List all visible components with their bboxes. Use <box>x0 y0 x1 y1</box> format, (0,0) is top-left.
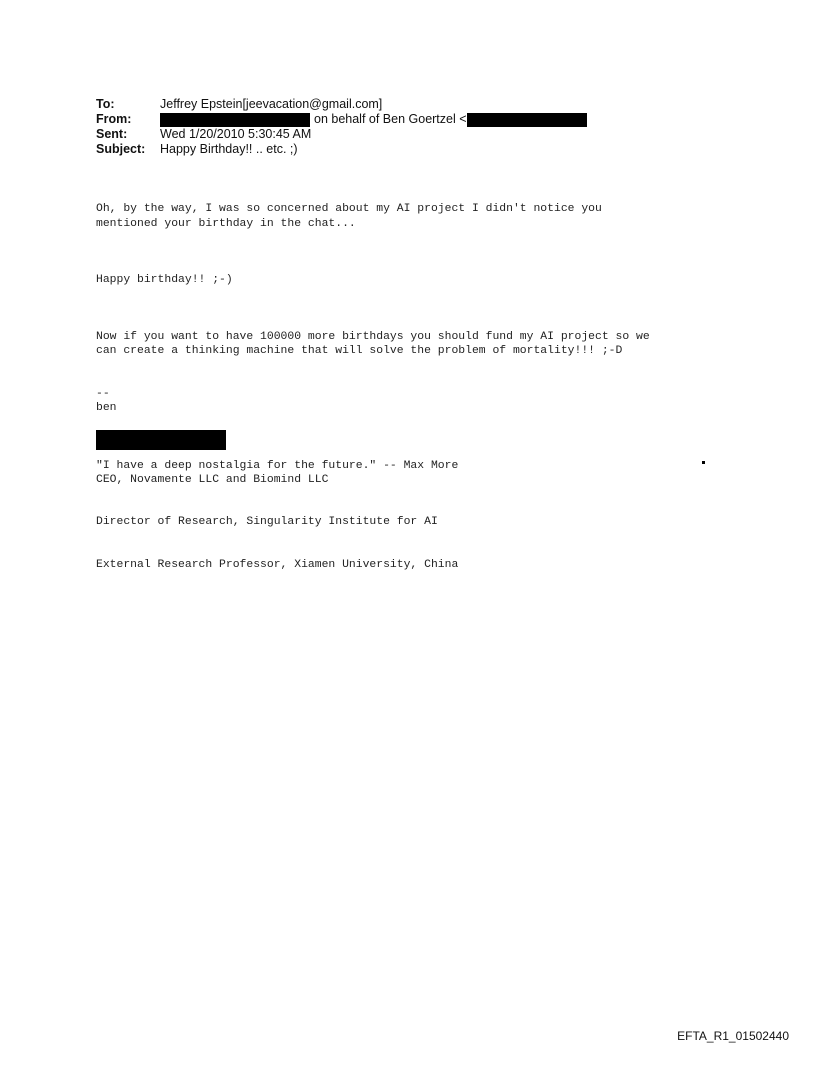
from-value: on behalf of Ben Goertzel < <box>314 112 467 126</box>
signature-line: Director of Research, Singularity Institute for AI <box>96 516 438 529</box>
document-id: EFTA_R1_01502440 <box>677 1029 789 1043</box>
subject-row <box>96 142 587 157</box>
redaction-block <box>96 430 226 450</box>
to-label: To: <box>96 97 115 111</box>
signature-line: External Research Professor, Xiamen University, China <box>96 558 459 571</box>
sent-value: Wed 1/20/2010 5:30:45 AM <box>160 127 312 141</box>
signature-quote: "I have a deep nostalgia for the future." -- Max More <box>96 460 459 472</box>
email-header <box>96 97 587 157</box>
signature-line: CEO, Novamente LLC and Biomind LLC <box>96 473 329 486</box>
redaction-block <box>467 113 587 127</box>
subject-label: Subject: <box>96 142 146 156</box>
body-paragraph: ben <box>96 401 117 414</box>
signature-separator: -- <box>96 388 110 401</box>
to-row <box>96 97 587 112</box>
sent-label: Sent: <box>96 127 128 141</box>
body-paragraph: Now if you want to have 100000 more birthdays you should fund my AI project so we can create a thinking machine that will solve the problem of mortality!!! ;-D <box>96 330 650 358</box>
from-row <box>96 112 587 127</box>
redaction-block <box>160 113 310 127</box>
to-value: Jeffrey Epstein[jeevacation@gmail.com] <box>160 97 383 111</box>
from-label: From: <box>96 112 132 126</box>
stray-mark <box>702 461 705 464</box>
sent-row <box>96 127 587 142</box>
body-paragraph: Oh, by the way, I was so concerned about my AI project I didn't notice you mentioned your birthday in the chat... <box>96 203 602 230</box>
body-paragraph: Happy birthday!! ;-) <box>96 274 233 287</box>
subject-value: Happy Birthday!! .. etc. ;) <box>160 142 298 156</box>
